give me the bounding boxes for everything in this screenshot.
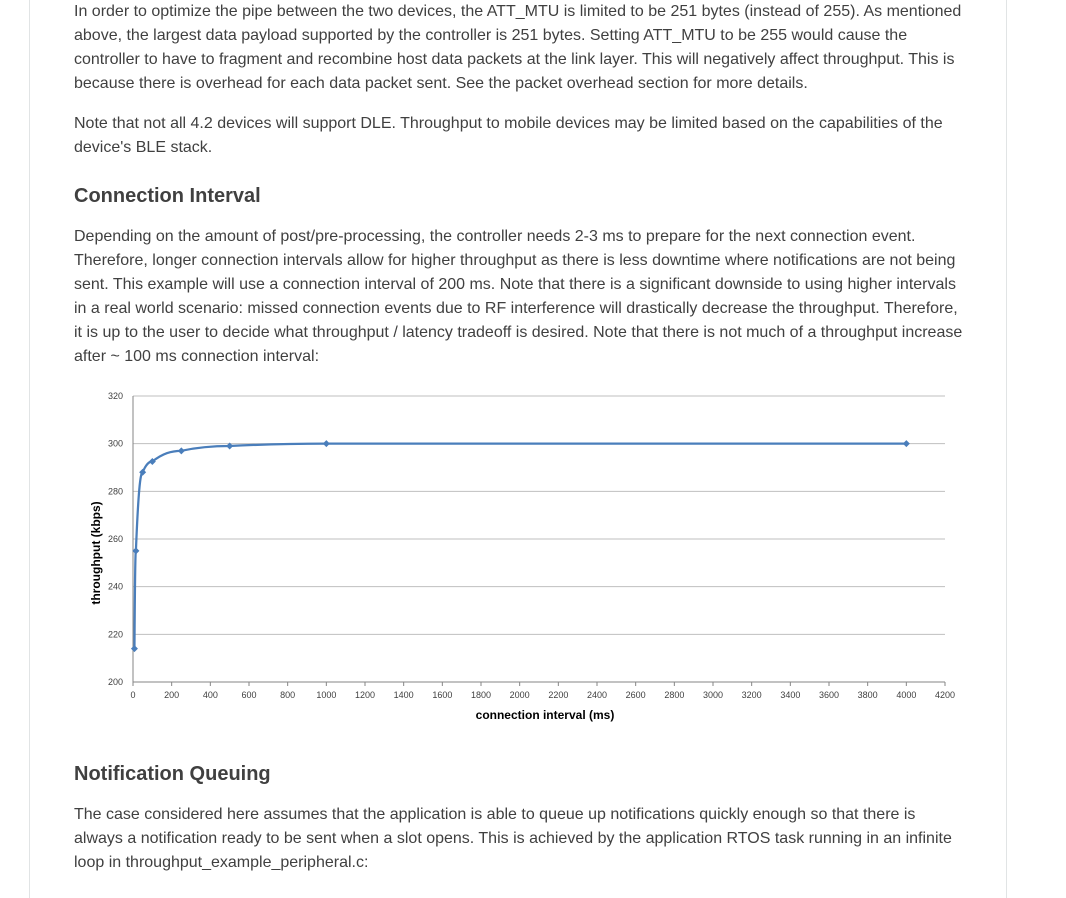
x-tick-label: 2800 [664,690,685,700]
x-tick-label: 200 [164,690,180,700]
x-tick-label: 2400 [586,690,608,700]
heading-connection-interval: Connection Interval [74,185,261,207]
x-tick-label: 800 [280,690,296,700]
y-tick-label: 240 [107,581,123,592]
heading-notification-queuing: Notification Queuing [74,763,271,785]
data-point [139,469,146,476]
y-tick-label: 280 [107,486,123,497]
x-tick-label: 3200 [741,690,762,700]
x-tick-label: 3000 [702,690,724,700]
y-tick-label: 200 [107,677,123,687]
x-tick-label: 4200 [934,690,956,700]
y-tick-label: 260 [107,534,123,544]
x-tick-label: 600 [241,690,257,700]
x-axis-title: connection interval (ms) [475,708,615,722]
paragraph-att-mtu: In order to optimize the pipe between the two devices, the ATT_MTU is limited to be 251 bytes (instead of 255). As mentioned above, the largest data payload supported by the controller is 251 bytes. Setting ATT_MTU to be 255 would cause the controller to have to fragment and recombine host data packets at the link layer. This will negatively affect throughput. This is because there is overhead for each data packet sent. See the packet overhead section for more details. [74,3,962,92]
paragraph-notification-queuing: The case considered here assumes that the application is able to queue up notifications quickly enough so that there is always a notification ready to be sent when a slot opens. This is achieved by the application RTOS task running in an infinite loop in throughput_example_peripheral.c: [74,806,952,871]
x-tick-label: 4000 [896,690,917,700]
y-tick-label: 320 [107,391,123,401]
x-tick-label: 3400 [780,690,801,700]
y-tick-label: 300 [107,438,123,449]
paragraph-connection-interval: Depending on the amount of post/pre-processing, the controller needs 2-3 ms to prepare for the next connection event. Therefore, longer connection intervals allow for higher throughput as there is less downtime where notifications are not being sent. This example will use a connection interval of 200 ms. Note that there is a significant downside to using higher intervals in a real world scenario: missed connection events due to RF interference will drastically decrease the throughput. Therefore, it is up to the user to decide what throughput / latency tradeoff is desired. Note that there is not much of a throughput increase after ~ 100 ms connection interval: [74,228,963,365]
x-tick-label: 1200 [354,690,376,700]
paragraph-dle-note: Note that not all 4.2 devices will support DLE. Throughput to mobile devices may be limited based on the capabilities of the device's BLE stack. [74,115,943,156]
x-tick-label: 2600 [625,690,646,700]
x-tick-label: 1800 [470,690,492,700]
y-axis-title: throughput (kbps) [89,501,103,605]
x-tick-label: 3800 [857,690,878,700]
data-point [178,447,185,454]
series-line [134,444,906,649]
throughput-chart [80,380,970,730]
x-tick-label: 2000 [509,690,530,700]
x-tick-label: 1600 [432,690,453,700]
x-tick-label: 400 [202,690,218,700]
x-tick-label: 1400 [393,690,414,700]
y-tick-label: 220 [107,629,123,640]
data-point [903,440,910,447]
x-tick-label: 2200 [548,690,569,700]
data-point [323,440,330,447]
x-tick-label: 0 [130,690,136,700]
data-point [131,645,138,652]
x-tick-label: 1000 [316,690,337,700]
throughput-chart-svg [80,380,970,730]
x-tick-label: 3600 [818,690,840,700]
